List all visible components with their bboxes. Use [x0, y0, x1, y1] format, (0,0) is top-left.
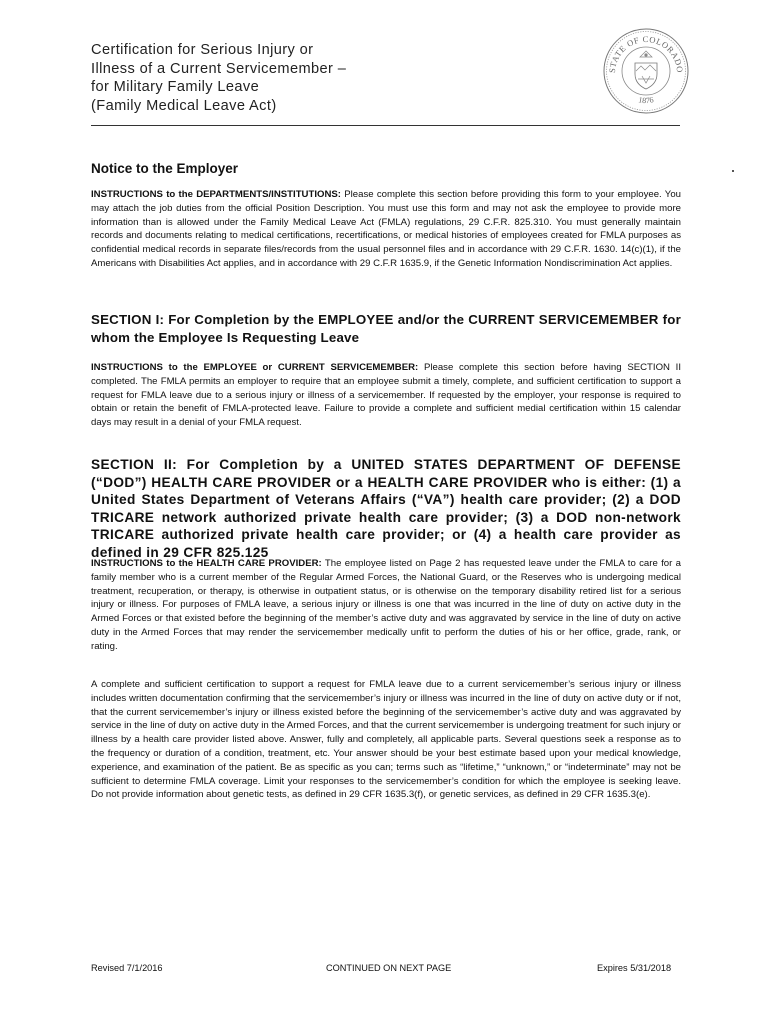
title-line: Certification for Serious Injury or — [91, 42, 314, 58]
title-line: for Military Family Leave — [91, 79, 260, 95]
section1-instructions-label: INSTRUCTIONS to the EMPLOYEE or CURRENT SERVICEMEMBER: — [91, 362, 419, 373]
section1-instructions — [91, 361, 681, 430]
footer-revised: Revised 7/1/2016 — [91, 963, 163, 973]
notice-instructions-text: Please complete this section before providing this form to your employee. You may attach the job duties from the official Position Description. You must use this form and may not ask the employee to provide more information than is allowed under the Family Medical Leave Act (FMLA) regulations, 29 C.F.R. 825.310. You must generally maintain records and documents relating to medical certifications, recertifications, or medical histories of employees created for FMLA purposes as confidential medical records in separate files/records from the usual personnel files and in accordance with 29 C.F.R. 1630. 14(c)(1), if the Americans with Disabilities Act applies, and in accordance with 29 C.F.R 1635.9, if the Genetic Information Nondiscrimination Act applies. — [91, 189, 681, 269]
seal-year: 1876 — [637, 95, 655, 106]
footer-continued: CONTINUED ON NEXT PAGE — [326, 963, 452, 973]
section2-instructions — [91, 557, 681, 654]
notice-heading: Notice to the Employer — [91, 161, 239, 176]
title-line: Illness of a Current Servicemember – — [91, 60, 347, 77]
section2-instructions-label: INSTRUCTIONS to the HEALTH CARE PROVIDER: — [91, 558, 322, 569]
notice-instructions — [91, 188, 681, 271]
seal-top-text: STATE OF COLORADO — [606, 33, 686, 74]
form-title — [91, 41, 571, 115]
section2-paragraph: A complete and sufficient certification to support a request for FMLA leave due to a current servicemember’s serious injury or illness includes written documentation confirming that the servicemember’s injury or illness was incurred in the line of duty on active duty or if not, that the current servicemember’s injury or illness existed before the beginning of the servicemember’s active duty and was aggravated by service in the line of duty on active duty in the Armed Forces, and that the current servicemember is undergoing treatment for such injury or illness by a health care provider listed above. Answer, fully and completely, all applicable parts. Several questions seek a response as to the frequency or duration of a condition, treatment, etc. Your answer should be your best estimate based upon your medical knowledge, experience, and examination of the patient. Be as specific as you can; terms such as “lifetime,” “unknown,” or “indeterminate” may not be sufficient to determine FMLA coverage. Limit your responses to the servicemember’s condition for which the employee is seeking leave. Do not provide information about genetic tests, as defined in 29 CFR 1635.3(f), or genetic services, as defined in 29 CFR 1635.3(e). — [91, 679, 681, 801]
notice-instructions-label: INSTRUCTIONS to the DEPARTMENTS/INSTITUTIONS: — [91, 189, 341, 200]
section1-instructions-text: Please complete this section before having SECTION II completed. The FMLA permits an employer to require that an employee submit a timely, complete, and sufficient certification to support a request for FMLA leave due to a serious injury or illness of a servicemember. If requested by the employer, your response is required to obtain or retain the benefit of FMLA-protected leave. Failure to provide a complete and sufficient medial certification within 15 calendar days may result in a denial of your FMLA request. — [91, 362, 681, 429]
section2-instructions-text: The employee listed on Page 2 has requested leave under the FMLA to care for a family member who is a current member of the Regular Armed Forces, the National Guard, or the Reserves who is undergoing medical treatment, recuperation, or therapy, is otherwise in outpatient status, or is otherwise on the temporary disability retired list for a serious injury or illness. For purposes of FMLA leave, a serious injury or illness is one that was incurred in the line of duty on active duty in the Armed Forces or that existed before the beginning of the member’s active duty and was aggravated by service in the line of duty on active duty in the Armed Forces that may render the servicemember medically unfit to perform the duties of his or her office, grade, rank, or rating. — [91, 558, 681, 652]
svg-text:1876 — [638, 95, 655, 105]
title-line: (Family Medical Leave Act) — [91, 97, 277, 114]
header-divider — [91, 125, 680, 126]
section1-heading: SECTION I: For Completion by the EMPLOYEE and/or the CURRENT SERVICEMEMBER for whom the Employee Is Requesting Leave — [91, 312, 681, 345]
colorado-state-seal-icon — [602, 27, 690, 115]
section2-heading: SECTION II: For Completion by a UNITED STATES DEPARTMENT OF DEFENSE (“DOD”) HEALTH CARE PROVIDER or a HEALTH CARE PROVIDER who is either: (1) a United States Department of Veterans Affairs (“VA”) health care provider; (2) a DOD TRICARE network authorized private health care provider; (3) a DOD non-network TRICARE authorized private health care provider; or (4) a health care provider as defined in 29 CFR 825.125 — [91, 457, 681, 560]
footer-expires: Expires 5/31/2018 — [597, 963, 672, 973]
stray-mark — [732, 170, 734, 172]
